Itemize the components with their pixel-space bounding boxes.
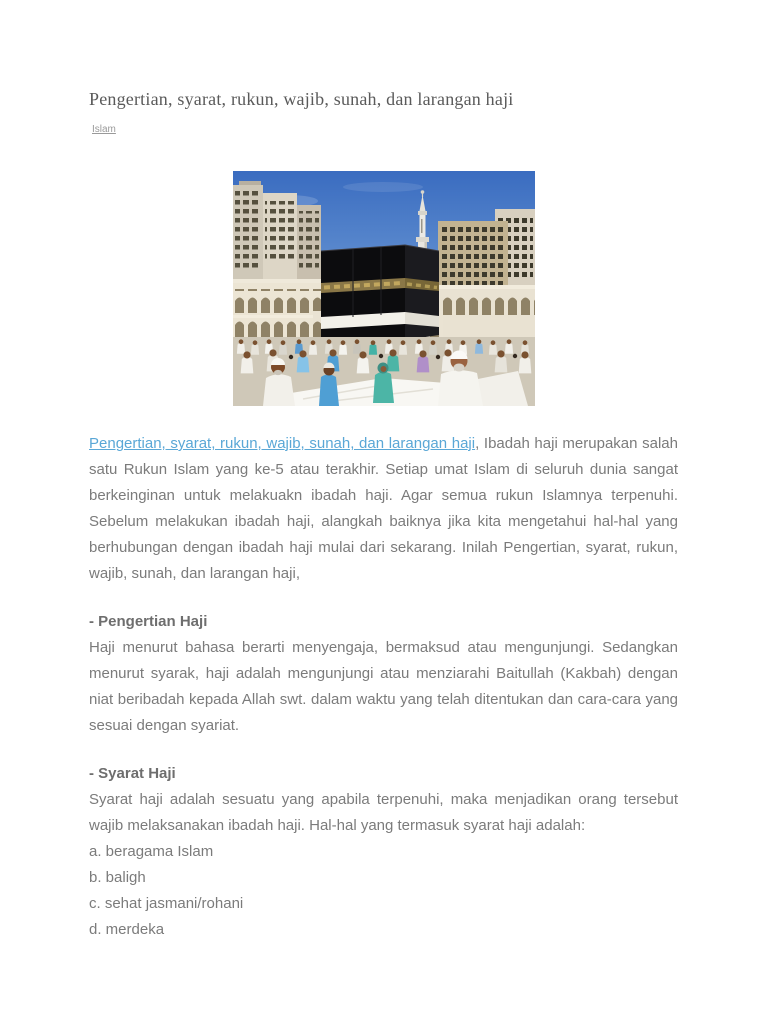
syarat-list-item-b: b. baligh: [89, 869, 146, 886]
article-body: [89, 431, 678, 943]
intro-text: , Ibadah haji merupakan salah satu Rukun Islam yang ke-5 atau terakhir. Setiap umat Islam di seluruh dunia sangat berkeinginan untuk melakuakn ibadah haji. Agar semua rukun Islamnya terpenuhi. Sebelum melakukan ibadah haji, alangkah baiknya jika kita mengetahui hal-hal yang berhubungan dengan ibadah haji mulai dari sekarang. Inilah Pengertian, syarat, rukun, wajib, sunah, dan larangan haji,: [89, 435, 678, 582]
section-heading-syarat-haji: - Syarat Haji: [89, 765, 176, 782]
intro-link[interactable]: Pengertian, syarat, rukun, wajib, sunah, dan larangan haji: [89, 435, 476, 452]
syarat-list-item-d: d. merdeka: [89, 921, 165, 938]
intro-paragraph: [89, 431, 678, 587]
document-content: [89, 0, 678, 943]
pilgrim-crowd: [233, 337, 535, 406]
section-heading-pengertian-haji: - Pengertian Haji: [89, 613, 208, 630]
syarat-list-item-a: a. beragama Islam: [89, 843, 214, 860]
syarat-list-item-c: c. sehat jasmani/rohani: [89, 895, 244, 912]
page-title: Pengertian, syarat, rukun, wajib, sunah, dan larangan haji: [89, 89, 514, 109]
right-buildings: [438, 209, 535, 341]
kaaba-photo: [233, 171, 535, 406]
section-body-syarat-haji: Syarat haji adalah sesuatu yang apabila terpenuhi, maka menjadikan orang tersebut wajib melaksanakan ibadah haji. Hal-hal yang termasuk syarat haji adalah:: [89, 791, 678, 834]
section-body-pengertian-haji: Haji menurut bahasa berarti menyengaja, bermaksud atau mengunjungi. Sedangkan menurut syarak, haji adalah mengunjungi atau menziarahi Baitullah (Kakbah) dengan niat beribadah kepada Allah swt. dalam waktu yang telah ditentukan dan cara-cara yang sesuai dengan syariat.: [89, 639, 678, 734]
kaaba-cube: [313, 245, 445, 347]
left-buildings: [233, 181, 321, 341]
kaaba-photo-image: [233, 171, 535, 406]
category-link-islam[interactable]: Islam: [92, 124, 116, 135]
